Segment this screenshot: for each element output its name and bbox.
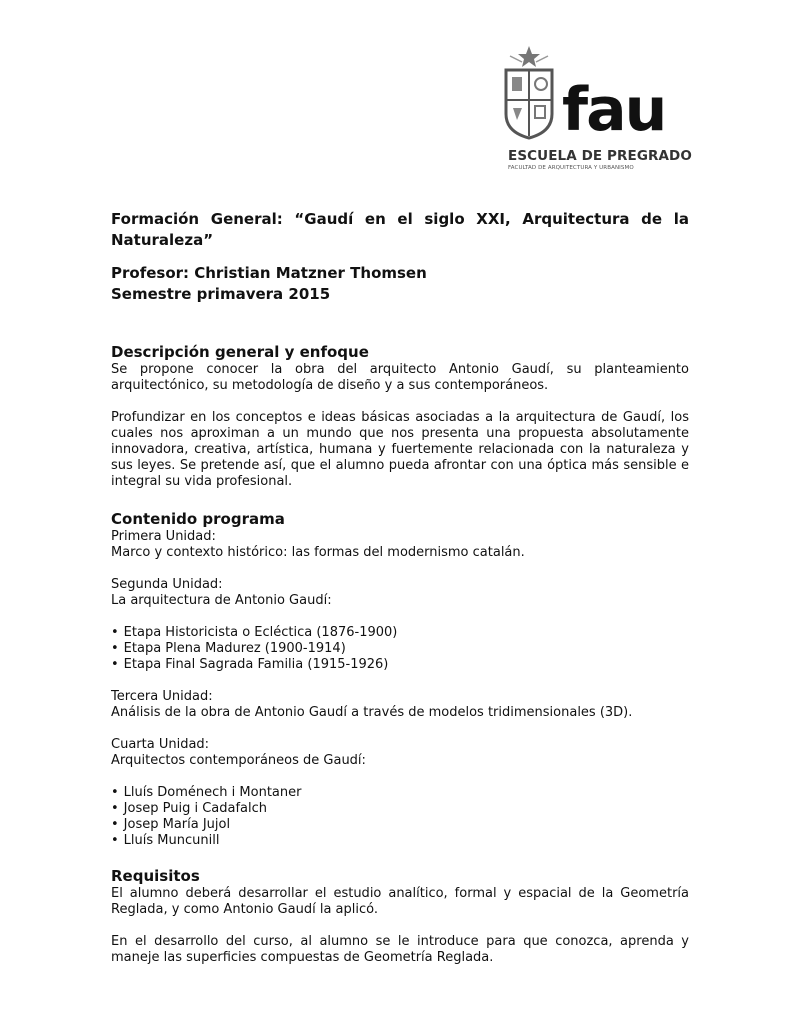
section-heading: Contenido programa [111, 510, 285, 528]
list-item: • Etapa Plena Madurez (1900-1914) [111, 641, 689, 657]
unit-label: Cuarta Unidad: [111, 737, 210, 752]
course-title: Formación General: “Gaudí en el siglo XXI, Arquitectura de la Naturaleza” [111, 210, 689, 249]
unit-text: Arquitectos contemporáneos de Gaudí: [111, 753, 366, 768]
paragraph: Se propone conocer la obra del arquitecto Antonio Gaudí, su planteamiento arquitectónico, su metodología de diseño y a sus contemporáneos. [111, 362, 689, 393]
section-heading: Requisitos [111, 867, 200, 885]
section-requisitos [111, 867, 689, 966]
unit-label: Tercera Unidad: [111, 689, 213, 704]
fau-wordmark: fau [562, 75, 666, 145]
paragraph: En el desarrollo del curso, al alumno se le introduce para que conozca, aprenda y maneje las superficies compuestas de Geometría Reglada. [111, 934, 689, 965]
section-heading: Descripción general y enfoque [111, 343, 369, 361]
logo-subtitle: ESCUELA DE PREGRADO [508, 148, 692, 164]
bullet-list [111, 625, 689, 673]
section-contenido [111, 510, 689, 849]
paragraph: El alumno deberá desarrollar el estudio analítico, formal y espacial de la Geometría Reglada, y como Antonio Gaudí la aplicó. [111, 886, 689, 917]
list-item: • Etapa Historicista o Ecléctica (1876-1900) [111, 625, 689, 641]
bullet-list [111, 785, 689, 849]
university-seal-icon [500, 44, 558, 140]
list-item: • Josep María Jujol [111, 817, 689, 833]
course-meta [111, 263, 689, 305]
unit-label: Segunda Unidad: [111, 577, 223, 592]
professor-line: Profesor: Christian Matzner Thomsen [111, 264, 427, 282]
list-item: • Etapa Final Sagrada Familia (1915-1926) [111, 657, 689, 673]
paragraph: Profundizar en los conceptos e ideas básicas asociadas a la arquitectura de Gaudí, los cuales nos aproximan a un mundo que nos presenta una propuesta absolutamente innovadora, creativa, artística, humana y fuertemente relacionada con la naturaleza y sus leyes. Se pretende así, que el alumno pueda afrontar con una óptica más sensible e integral su vida profesional. [111, 410, 689, 489]
list-item: • Lluís Doménech i Montaner [111, 785, 689, 801]
list-item: • Josep Puig i Cadafalch [111, 801, 689, 817]
list-item: • Lluís Muncunill [111, 833, 689, 849]
logo-faculty: FACULTAD DE ARQUITECTURA Y URBANISMO [508, 165, 634, 171]
fau-logo [500, 44, 690, 179]
semester-line: Semestre primavera 2015 [111, 285, 331, 303]
unit-label: Primera Unidad: [111, 529, 216, 544]
unit-text: La arquitectura de Antonio Gaudí: [111, 593, 332, 608]
unit-text: Análisis de la obra de Antonio Gaudí a través de modelos tridimensionales (3D). [111, 705, 633, 720]
unit-text: Marco y contexto histórico: las formas del modernismo catalán. [111, 545, 525, 560]
section-descripcion [111, 343, 689, 490]
